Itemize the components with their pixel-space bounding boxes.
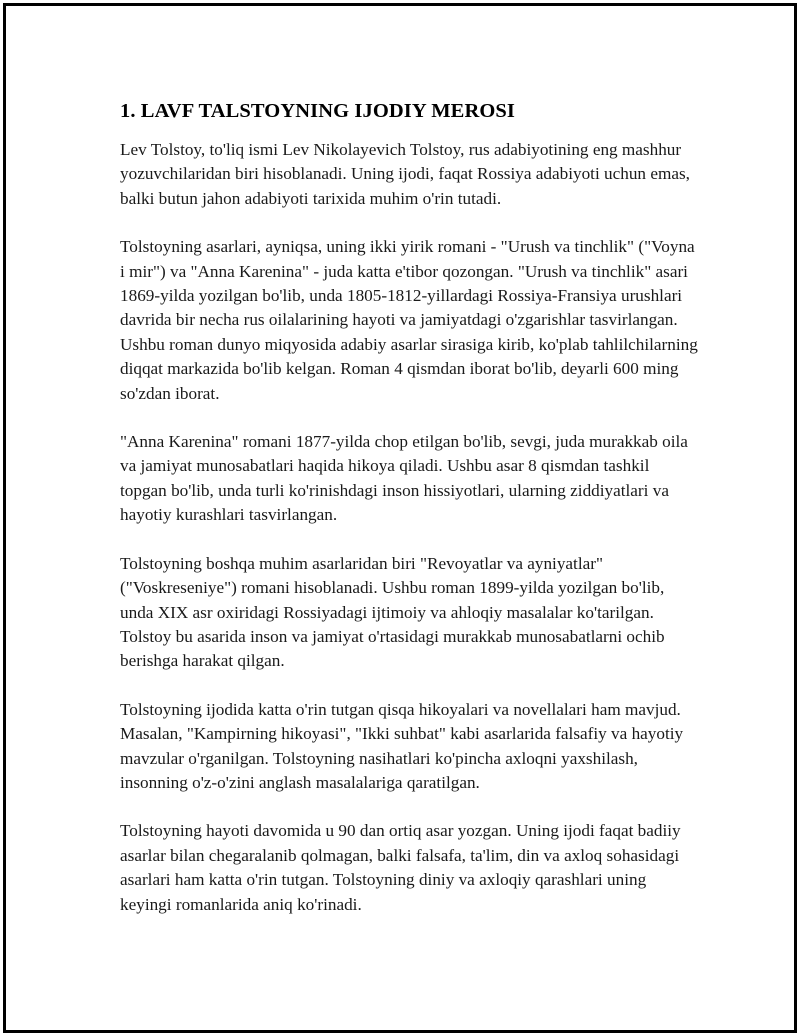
document-heading: 1. LAVF TALSTOYNING IJODIY MEROSI xyxy=(120,100,515,122)
paragraph-intro: Lev Tolstoy, to'liq ismi Lev Nikolayevich Tolstoy, rus adabiyotining eng mashhur yozuvchilaridan biri hisoblanadi. Uning ijodi, faqat Rossiya adabiyoti uchun emas, balki butun jahon adabiyoti tarixida muhim o'rin tutadi. xyxy=(120,140,690,208)
document-body xyxy=(120,98,700,941)
paragraph-legacy: Tolstoyning hayoti davomida u 90 dan ortiq asar yozgan. Uning ijodi faqat badiiy asarlar bilan chegaralanib qolmagan, balki falsafa, ta'lim, din va axloq sohasidagi asarlari ham katta o'rin tutgan. Tolstoyning diniy va axloqiy qarashlari uning keyingi romanlarida aniq ko'rinadi. xyxy=(120,821,681,914)
paragraph-war-and-peace: Tolstoyning asarlari, ayniqsa, uning ikki yirik romani - "Urush va tinchlik" ("Voyna i mir") va "Anna Karenina" - juda katta e'tibor qozongan. "Urush va tinchlik" asari 1869-yilda yozilgan bo'lib, unda 1805-1812-yillardagi Rossiya-Fransiya urushlari davrida bir necha rus oilalarining hayoti va jamiyatdagi o'zgarishlar tasvirlangan. Ushbu roman dunyo miqyosida adabiy asarlar sirasiga kirib, ko'plab tahlilchilarning diqqat markazida bo'lib kelgan. Roman 4 qismdan iborat bo'lib, deyarli 600 ming so'zdan iborat. xyxy=(120,237,698,403)
paragraph-resurrection: Tolstoyning boshqa muhim asarlaridan biri "Revoyatlar va ayniyatlar" ("Voskreseniye") romani hisoblanadi. Ushbu roman 1899-yilda yozilgan bo'lib, unda XIX asr oxiridagi Rossiyadagi ijtimoiy va ahloqiy masalalar ko'tarilgan. Tolstoy bu asarida inson va jamiyat o'rtasidagi murakkab munosabatlarni ochib berishga harakat qilgan. xyxy=(120,553,665,671)
paragraph-anna-karenina: "Anna Karenina" romani 1877-yilda chop etilgan bo'lib, sevgi, juda murakkab oila va jamiyat munosabatlari haqida hikoya qiladi. Ushbu asar 8 qismdan tashkil topgan bo'lib, unda turli ko'rinishdagi inson hissiyotlari, ularning ziddiyatlari va hayotiy kurashlari tasvirlangan. xyxy=(120,432,688,525)
document-page xyxy=(3,3,797,1033)
paragraph-short-stories: Tolstoyning ijodida katta o'rin tutgan qisqa hikoyalari va novellalari ham mavjud. Masalan, "Kampirning hikoyasi", "Ikki suhbat" kabi asarlarida falsafiy va hayotiy mavzular o'rganilgan. Tolstoyning nasihatlari ko'pincha axloqni yaxshilash, insonning o'z-o'zini anglash masalalariga qaratilgan. xyxy=(120,699,684,792)
